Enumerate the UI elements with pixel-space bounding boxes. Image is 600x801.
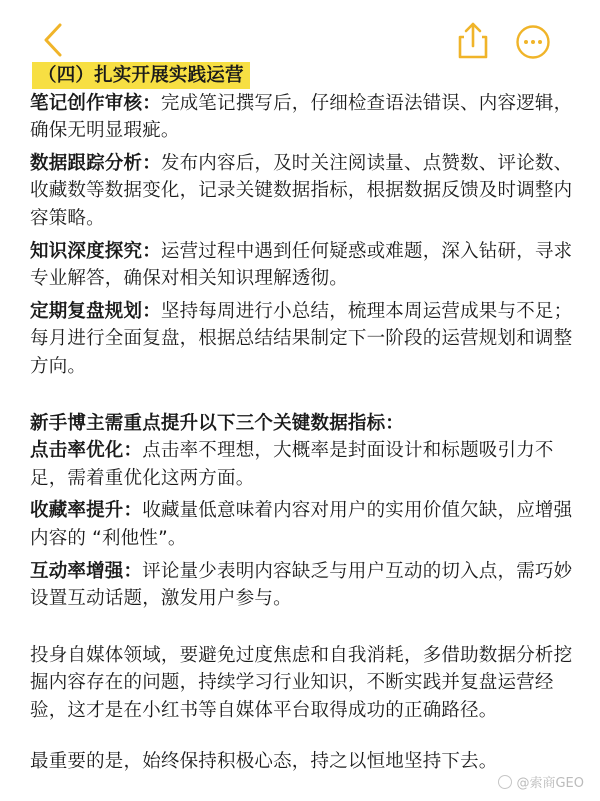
more-button[interactable] [515,24,551,60]
item-label: 收藏率提升： [30,500,143,522]
closing-line: 最重要的是，始终保持积极心态，持之以恒地坚持下去。 [30,751,498,773]
summary-paragraph: 投身自媒体领域，要避免过度焦虑和自我消耗，多借助数据分析挖掘内容存在的问题，持续学习行业知识，不断实践并复盘运营经验，这才是在小红书等自媒体平台取得成功的正确路径。 [30,644,573,721]
spacer [30,724,574,748]
spacer [30,618,574,642]
circle-logo-icon [498,775,512,789]
item-text: 坚持每周进行小总结，梳理本周运营成果与不足；每月进行全面复盘，根据总结结果制定下一阶段的运营规划和调整方向。 [30,300,573,377]
metric-item [30,497,574,552]
item-text: 完成笔记撰写后，仔细检查语法错误、内容逻辑，确保无明显瑕疵。 [30,92,573,142]
item-text: 收藏量低意味着内容对用户的实用价值欠缺，应增强内容的 “利他性”。 [30,500,573,549]
item-text: 运营过程中遇到任何疑惑或难题，深入钻研，寻求专业解答，确保对相关知识理解透彻。 [30,240,573,290]
section-title: （四）扎实开展实践运营 [32,62,250,89]
chevron-left-icon [38,22,68,58]
more-icon [515,24,551,60]
practice-item [30,238,574,293]
metrics-heading: 新手博主需重点提升以下三个关键数据指标： [30,412,405,434]
watermark-text: @索商GEO [516,776,584,791]
item-label: 笔记创作审核： [30,92,161,114]
practice-item [30,90,574,145]
item-text: 点击率不理想，大概率是封面设计和标题吸引力不足，需着重优化这两方面。 [30,440,554,489]
item-text: 评论量少表明内容缺乏与用户互动的切入点，需巧妙设置互动话题，激发用户参与。 [30,560,573,610]
metric-item [30,558,574,613]
back-button[interactable] [38,22,68,58]
item-label: 互动率增强： [30,560,143,582]
article-body [30,62,574,776]
item-label: 数据跟踪分析： [30,152,161,174]
item-label: 点击率优化： [30,440,143,462]
watermark [498,772,584,791]
metric-item [30,437,574,492]
spacer [30,386,574,410]
share-button[interactable] [456,20,490,60]
item-text: 发布内容后，及时关注阅读量、点赞数、评论数、收藏数等数据变化，记录关键数据指标，根据数据反馈及时调整内容策略。 [30,152,573,229]
top-bar [0,0,600,62]
item-label: 知识深度探究： [30,240,161,262]
practice-item [30,298,574,381]
item-label: 定期复盘规划： [30,300,161,322]
practice-item [30,150,574,233]
share-icon [456,20,490,60]
